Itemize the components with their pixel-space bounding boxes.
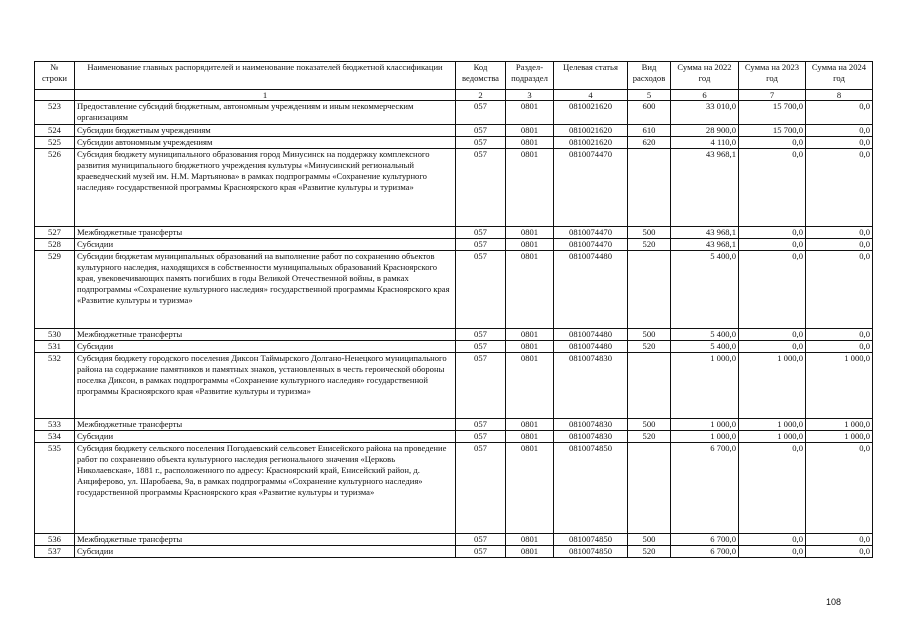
- row-section: 0801: [506, 443, 554, 534]
- table-row: [35, 329, 873, 341]
- row-dept-code: 057: [456, 101, 506, 125]
- header-sum-2024: Сумма на 2024 год: [806, 62, 873, 90]
- row-expense-type: [628, 443, 671, 534]
- row-sum-2022: 1 000,0: [671, 431, 739, 443]
- row-sum-2022: 6 700,0: [671, 546, 739, 558]
- row-sum-2024: 1 000,0: [806, 431, 873, 443]
- row-section: 0801: [506, 431, 554, 443]
- row-dept-code: 057: [456, 443, 506, 534]
- table-row: [35, 149, 873, 227]
- row-dept-code: 057: [456, 534, 506, 546]
- row-section: 0801: [506, 353, 554, 419]
- row-dept-code: 057: [456, 419, 506, 431]
- row-number: 529: [35, 251, 75, 329]
- row-number: 525: [35, 137, 75, 149]
- row-name: Субсидия бюджету сельского поселения Погодаевский сельсовет Енисейского района на проведение работ по сохранению объекта культурного наследия регионального значения «Церковь Николаевская», 1881 г., расположенного по адресу: Красноярский край, Енисейский район, д. Анциферово, ул. Шаробаева, 9а, в рамках подпрограммы «Сохранение культурного наследия» государственной программы Красноярского края «Развитие культуры и туризма»: [75, 443, 456, 534]
- row-dept-code: 057: [456, 251, 506, 329]
- table-row: [35, 227, 873, 239]
- row-dept-code: 057: [456, 546, 506, 558]
- row-name: Субсидии: [75, 239, 456, 251]
- header-expense-type: Вид расходов: [628, 62, 671, 90]
- table-row: [35, 546, 873, 558]
- row-sum-2022: 5 400,0: [671, 251, 739, 329]
- row-expense-type: 600: [628, 101, 671, 125]
- row-number: 523: [35, 101, 75, 125]
- row-dept-code: 057: [456, 341, 506, 353]
- column-number: 6: [671, 90, 739, 101]
- row-name: Субсидии автономным учреждениям: [75, 137, 456, 149]
- row-sum-2023: 0,0: [739, 341, 806, 353]
- row-name: Субсидии бюджетным учреждениям: [75, 125, 456, 137]
- row-dept-code: 057: [456, 239, 506, 251]
- row-name: Межбюджетные трансферты: [75, 534, 456, 546]
- row-sum-2022: 43 968,1: [671, 227, 739, 239]
- row-expense-type: 620: [628, 137, 671, 149]
- page-number: 108: [826, 597, 842, 607]
- row-name: Субсидии: [75, 431, 456, 443]
- row-sum-2022: 1 000,0: [671, 419, 739, 431]
- row-sum-2024: 0,0: [806, 534, 873, 546]
- row-expense-type: 500: [628, 534, 671, 546]
- row-sum-2022: 28 900,0: [671, 125, 739, 137]
- row-sum-2022: 1 000,0: [671, 353, 739, 419]
- table-row: [35, 137, 873, 149]
- row-sum-2023: 0,0: [739, 546, 806, 558]
- row-target: 0810074830: [554, 419, 628, 431]
- row-number: 537: [35, 546, 75, 558]
- row-section: 0801: [506, 125, 554, 137]
- row-expense-type: 520: [628, 431, 671, 443]
- row-name: Субсидия бюджету городского поселения Диксон Таймырского Долгано-Ненецкого муниципального района на содержание памятников и памятных знаков, установленных в честь героической обороны поселка Диксон, в рамках подпрограммы «Сохранение культурного наследия» государственной программы Красноярского края «Развитие культуры и туризма»: [75, 353, 456, 419]
- header-row-no: № строки: [35, 62, 75, 90]
- row-sum-2023: 1 000,0: [739, 431, 806, 443]
- table-body: [35, 101, 873, 558]
- row-section: 0801: [506, 101, 554, 125]
- table-header-row: [35, 62, 873, 90]
- row-target: 0810074470: [554, 227, 628, 239]
- table-row: [35, 251, 873, 329]
- table-row: [35, 125, 873, 137]
- row-number: 534: [35, 431, 75, 443]
- row-target: 0810074850: [554, 443, 628, 534]
- row-target: 0810074830: [554, 431, 628, 443]
- row-sum-2023: 15 700,0: [739, 101, 806, 125]
- row-target: 0810074850: [554, 546, 628, 558]
- column-number: 7: [739, 90, 806, 101]
- column-number: 3: [506, 90, 554, 101]
- row-name: Межбюджетные трансферты: [75, 329, 456, 341]
- row-section: 0801: [506, 251, 554, 329]
- row-name: Предоставление субсидий бюджетным, автономным учреждениям и иным некоммерческим организациям: [75, 101, 456, 125]
- row-sum-2024: 0,0: [806, 329, 873, 341]
- row-target: 0810074480: [554, 341, 628, 353]
- column-number: 4: [554, 90, 628, 101]
- row-sum-2024: 0,0: [806, 149, 873, 227]
- row-target: 0810021620: [554, 137, 628, 149]
- row-number: 530: [35, 329, 75, 341]
- header-sum-2022: Сумма на 2022 год: [671, 62, 739, 90]
- row-dept-code: 057: [456, 227, 506, 239]
- row-sum-2023: 0,0: [739, 137, 806, 149]
- table-row: [35, 419, 873, 431]
- row-dept-code: 057: [456, 125, 506, 137]
- row-number: 528: [35, 239, 75, 251]
- row-sum-2024: 0,0: [806, 101, 873, 125]
- table-row: [35, 353, 873, 419]
- column-number: 8: [806, 90, 873, 101]
- row-sum-2022: 43 968,1: [671, 149, 739, 227]
- header-section: Раздел-подраздел: [506, 62, 554, 90]
- row-sum-2022: 6 700,0: [671, 534, 739, 546]
- row-name: Субсидии бюджетам муниципальных образований на выполнение работ по сохранению объектов культурного наследия, находящихся в собственности муниципальных образований Красноярского края, увековечивающих память погибших в годы Великой Отечественной войны, в рамках подпрограммы «Сохранение культурного наследия» государственной программы Красноярского края «Развитие культуры и туризма»: [75, 251, 456, 329]
- row-number: 532: [35, 353, 75, 419]
- row-number: 527: [35, 227, 75, 239]
- column-number: 5: [628, 90, 671, 101]
- table-row: [35, 534, 873, 546]
- row-sum-2023: 1 000,0: [739, 353, 806, 419]
- row-section: 0801: [506, 341, 554, 353]
- row-section: 0801: [506, 149, 554, 227]
- row-dept-code: 057: [456, 431, 506, 443]
- row-sum-2022: 33 010,0: [671, 101, 739, 125]
- row-sum-2023: 0,0: [739, 239, 806, 251]
- row-sum-2022: 5 400,0: [671, 341, 739, 353]
- row-sum-2023: 15 700,0: [739, 125, 806, 137]
- row-sum-2023: 0,0: [739, 329, 806, 341]
- budget-table: [34, 61, 873, 558]
- table-row: [35, 431, 873, 443]
- row-number: 531: [35, 341, 75, 353]
- row-sum-2023: 0,0: [739, 227, 806, 239]
- header-name: Наименование главных распорядителей и наименование показателей бюджетной классификации: [75, 62, 456, 90]
- row-number: 524: [35, 125, 75, 137]
- row-section: 0801: [506, 329, 554, 341]
- row-target: 0810074470: [554, 239, 628, 251]
- row-target: 0810021620: [554, 125, 628, 137]
- row-expense-type: 520: [628, 546, 671, 558]
- row-sum-2024: 1 000,0: [806, 353, 873, 419]
- row-sum-2023: 0,0: [739, 443, 806, 534]
- row-sum-2024: 0,0: [806, 227, 873, 239]
- row-sum-2024: 0,0: [806, 251, 873, 329]
- row-sum-2024: 0,0: [806, 137, 873, 149]
- row-expense-type: 520: [628, 239, 671, 251]
- row-sum-2022: 43 968,1: [671, 239, 739, 251]
- row-number: 533: [35, 419, 75, 431]
- row-expense-type: 520: [628, 341, 671, 353]
- row-target: 0810074480: [554, 251, 628, 329]
- header-dept-code: Код ведомства: [456, 62, 506, 90]
- row-expense-type: [628, 149, 671, 227]
- row-section: 0801: [506, 419, 554, 431]
- row-name: Межбюджетные трансферты: [75, 227, 456, 239]
- column-number: [35, 90, 75, 101]
- row-dept-code: 057: [456, 329, 506, 341]
- row-dept-code: 057: [456, 353, 506, 419]
- column-number: 1: [75, 90, 456, 101]
- row-sum-2022: 5 400,0: [671, 329, 739, 341]
- row-sum-2023: 0,0: [739, 534, 806, 546]
- row-sum-2022: 4 110,0: [671, 137, 739, 149]
- header-sum-2023: Сумма на 2023 год: [739, 62, 806, 90]
- row-name: Субсидии: [75, 341, 456, 353]
- column-number-row: [35, 90, 873, 101]
- row-expense-type: [628, 353, 671, 419]
- row-section: 0801: [506, 137, 554, 149]
- table-row: [35, 341, 873, 353]
- row-expense-type: 500: [628, 329, 671, 341]
- table-row: [35, 101, 873, 125]
- row-section: 0801: [506, 534, 554, 546]
- row-sum-2023: 0,0: [739, 149, 806, 227]
- row-number: 535: [35, 443, 75, 534]
- table-row: [35, 443, 873, 534]
- row-expense-type: [628, 251, 671, 329]
- row-target: 0810074850: [554, 534, 628, 546]
- row-target: 0810074470: [554, 149, 628, 227]
- row-sum-2024: 0,0: [806, 125, 873, 137]
- row-target: 0810021620: [554, 101, 628, 125]
- row-expense-type: 500: [628, 419, 671, 431]
- row-expense-type: 610: [628, 125, 671, 137]
- table-row: [35, 239, 873, 251]
- row-target: 0810074830: [554, 353, 628, 419]
- row-sum-2023: 0,0: [739, 251, 806, 329]
- row-sum-2024: 0,0: [806, 239, 873, 251]
- row-name: Субсидии: [75, 546, 456, 558]
- row-dept-code: 057: [456, 149, 506, 227]
- row-number: 536: [35, 534, 75, 546]
- row-number: 526: [35, 149, 75, 227]
- column-number: 2: [456, 90, 506, 101]
- row-name: Межбюджетные трансферты: [75, 419, 456, 431]
- header-target: Целевая статья: [554, 62, 628, 90]
- row-dept-code: 057: [456, 137, 506, 149]
- row-sum-2022: 6 700,0: [671, 443, 739, 534]
- row-section: 0801: [506, 546, 554, 558]
- row-section: 0801: [506, 227, 554, 239]
- row-target: 0810074480: [554, 329, 628, 341]
- row-sum-2023: 1 000,0: [739, 419, 806, 431]
- row-sum-2024: 0,0: [806, 443, 873, 534]
- row-name: Субсидия бюджету муниципального образования город Минусинск на поддержку комплексного развития муниципального бюджетного учреждения культуры «Минусинский региональный краеведческий музей им. Н.М. Мартьянова» в рамках подпрограммы «Сохранение культурного наследия» государственной программы Красноярского края «Развитие культуры и туризма»: [75, 149, 456, 227]
- row-sum-2024: 1 000,0: [806, 419, 873, 431]
- row-sum-2024: 0,0: [806, 546, 873, 558]
- row-sum-2024: 0,0: [806, 341, 873, 353]
- row-expense-type: 500: [628, 227, 671, 239]
- row-section: 0801: [506, 239, 554, 251]
